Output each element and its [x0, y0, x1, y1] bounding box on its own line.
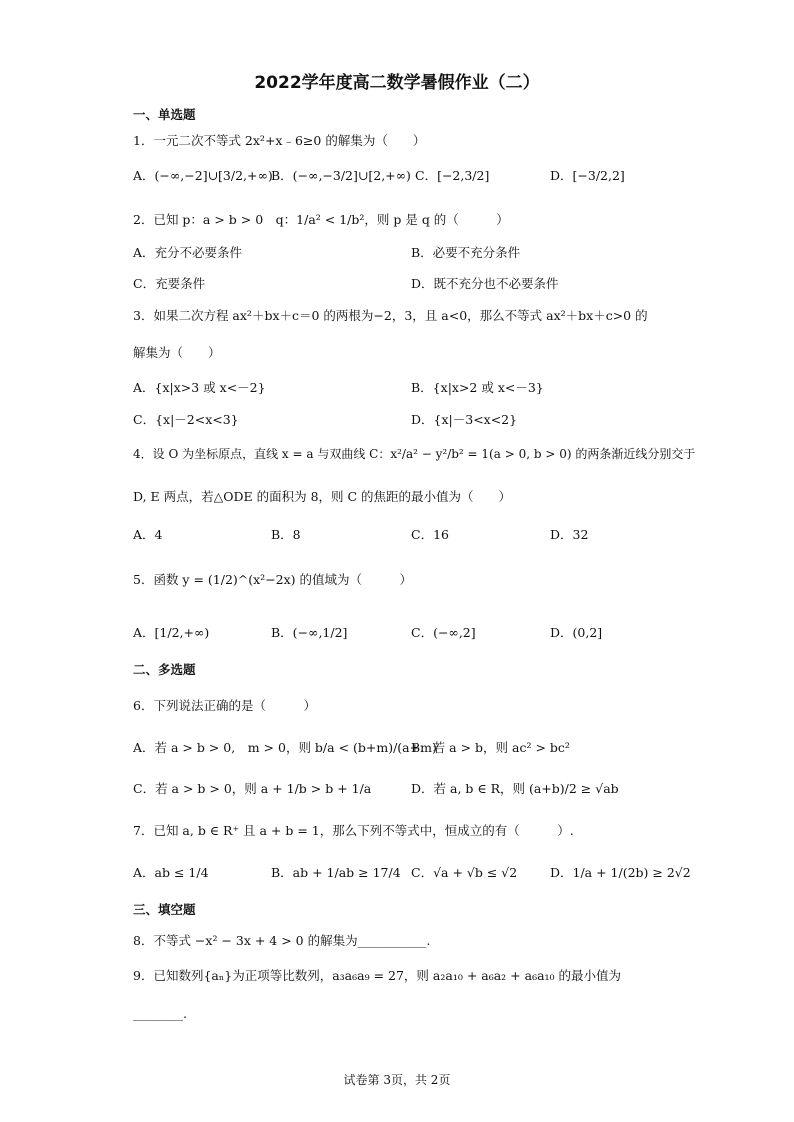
question-4-stem-line-2: D, E 两点，若△ODE 的面积为 8，则 C 的焦距的最小值为（ ） — [133, 489, 512, 504]
question-8-stem: 8．不等式 −x² − 3x + 4 > 0 的解集为___________. — [133, 933, 431, 948]
question-2-option-c: C．充要条件 — [133, 276, 206, 291]
question-5-stem: 5．函数 y = (1/2)^(x²−2x) 的值域为（ ） — [133, 572, 413, 587]
question-7-option-d: D．1/a + 1/(2b) ≥ 2√2 — [550, 865, 691, 880]
question-9-stem-line-1: 9．已知数列{aₙ}为正项等比数列，a₃a₆a₉ = 27，则 a₂a₁₀ + a₆a₂ + a₆a₁₀ 的最小值为 — [133, 968, 622, 983]
question-3-option-c: C．{x|－2<x<3} — [133, 412, 239, 427]
question-5-option-d: D．(0,2] — [550, 625, 603, 640]
question-3-option-d: D．{x|－3<x<2} — [411, 412, 518, 427]
question-2-stem: 2．已知 p：a > b > 0 q：1/a² < 1/b²，则 p 是 q 的（ ） — [133, 212, 509, 227]
question-1-stem: 1．一元二次不等式 2x²+x﹣6≥0 的解集为（ ） — [133, 133, 426, 148]
question-2-option-a: A．充分不必要条件 — [133, 245, 243, 260]
section-heading-multiple-choice: 二、多选题 — [133, 662, 196, 677]
question-1-option-c: C．[−2,3/2] — [415, 168, 490, 183]
question-2-option-d: D．既不充分也不必要条件 — [411, 276, 559, 291]
question-6-option-a: A．若 a > b > 0, m > 0，则 b/a < (b+m)/(a+m) — [133, 740, 437, 755]
question-4-stem-line-1: 4．设 O 为坐标原点，直线 x = a 与双曲线 C：x²/a² − y²/b² = 1(a > 0, b > 0) 的两条渐近线分别交于 — [133, 447, 696, 461]
question-6-option-c: C．若 a > b > 0，则 a + 1/b > b + 1/a — [133, 781, 372, 796]
question-5-option-c: C．(−∞,2] — [411, 625, 476, 640]
question-4-option-d: D．32 — [550, 527, 589, 542]
question-6-option-d: D．若 a, b ∈ R，则 (a+b)/2 ≥ √ab — [411, 781, 619, 796]
question-4-option-b: B．8 — [271, 527, 301, 542]
page-footer: 试卷第 3页，共 2页 — [343, 1073, 451, 1087]
question-2-option-b: B．必要不充分条件 — [411, 245, 521, 260]
question-6-stem: 6．下列说法正确的是（ ） — [133, 698, 316, 713]
question-7-option-c: C．√a + √b ≤ √2 — [411, 865, 518, 880]
question-9-stem-line-2: ________. — [133, 1006, 187, 1021]
question-6-option-b: B．若 a > b，则 ac² > bc² — [411, 740, 570, 755]
question-1-option-a: A．(−∞,−2]∪[3/2,+∞) — [133, 168, 273, 183]
section-heading-fill-in: 三、填空题 — [133, 902, 196, 917]
question-3-stem-line-2: 解集为（ ） — [133, 345, 221, 360]
question-7-option-a: A．ab ≤ 1/4 — [133, 865, 209, 880]
question-3-option-b: B．{x|x>2 或 x<－3} — [411, 380, 544, 395]
question-4-option-c: C．16 — [411, 527, 449, 542]
question-7-stem: 7．已知 a, b ∈ R⁺ 且 a + b = 1，那么下列不等式中，恒成立的有（ ）. — [133, 823, 574, 838]
page-title: 2022学年度高二数学暑假作业（二） — [254, 73, 540, 93]
question-3-option-a: A．{x|x>3 或 x<－2} — [133, 380, 266, 395]
section-heading-single-choice: 一、单选题 — [133, 107, 196, 122]
question-4-option-a: A．4 — [133, 527, 163, 542]
question-1-option-b: B．(−∞,−3/2]∪[2,+∞) — [271, 168, 411, 183]
question-1-option-d: D．[−3/2,2] — [550, 168, 625, 183]
question-7-option-b: B．ab + 1/ab ≥ 17/4 — [271, 865, 401, 880]
question-5-option-b: B．(−∞,1/2] — [271, 625, 348, 640]
question-3-stem-line-1: 3．如果二次方程 ax²＋bx＋c＝0 的两根为−2，3，且 a<0，那么不等式 ax²＋bx＋c>0 的 — [133, 308, 648, 323]
question-5-option-a: A．[1/2,+∞) — [133, 625, 210, 640]
